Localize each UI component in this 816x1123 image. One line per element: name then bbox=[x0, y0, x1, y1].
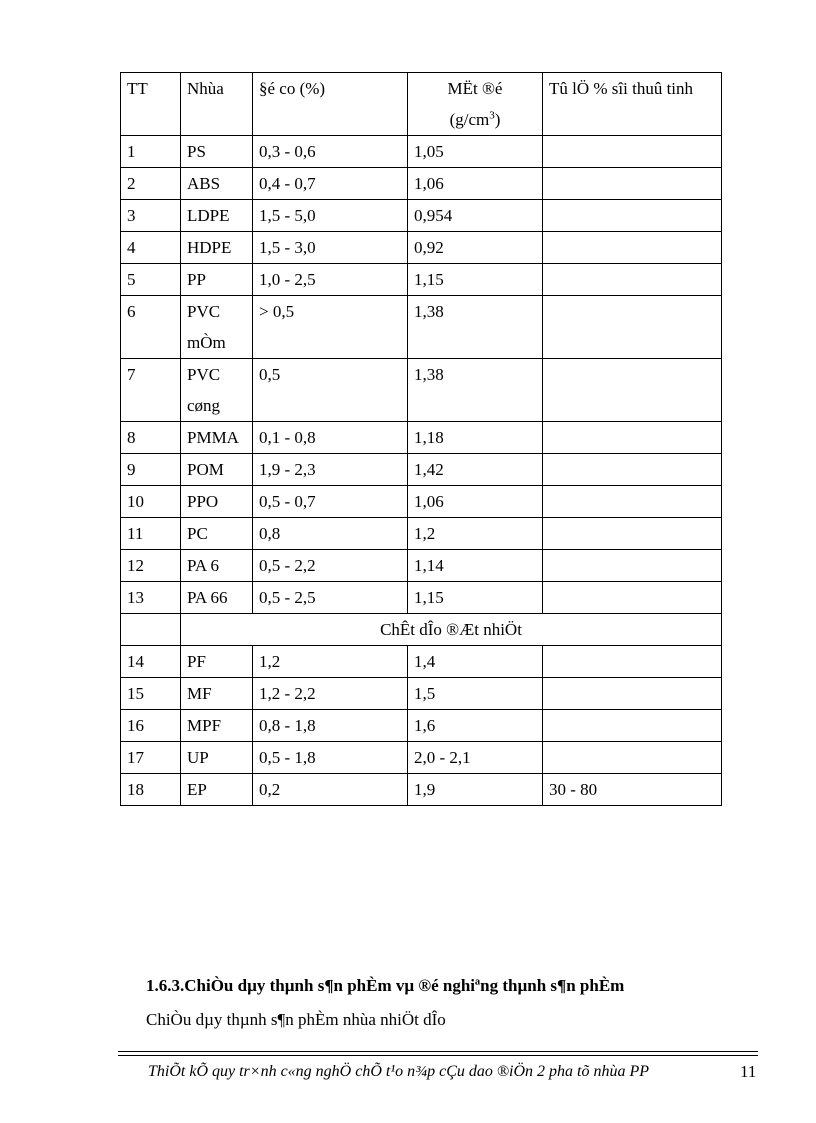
cell-resin: MF bbox=[181, 678, 253, 710]
cell-tt: 13 bbox=[121, 582, 181, 614]
cell-tt: 3 bbox=[121, 200, 181, 232]
section-row bbox=[121, 614, 722, 646]
cell-density: 1,2 bbox=[408, 518, 543, 550]
cell-fiber bbox=[543, 582, 722, 614]
cell-tt: 4 bbox=[121, 232, 181, 264]
section-label: ChÊt dÎo ®Æt nhiÖt bbox=[181, 614, 722, 646]
table-row bbox=[121, 232, 722, 264]
cell-density: 1,06 bbox=[408, 168, 543, 200]
header-density-unit: (g/cm bbox=[449, 110, 490, 129]
cell-density: 1,06 bbox=[408, 486, 543, 518]
cell-shrinkage: 0,8 bbox=[253, 518, 408, 550]
cell-shrinkage: 0,5 bbox=[253, 359, 408, 422]
cell-resin bbox=[181, 359, 253, 422]
cell-shrinkage: > 0,5 bbox=[253, 296, 408, 359]
cell-resin: PMMA bbox=[181, 422, 253, 454]
cell-resin: PS bbox=[181, 136, 253, 168]
cell-resin-line2: mÒm bbox=[187, 333, 226, 352]
cell-shrinkage: 0,4 - 0,7 bbox=[253, 168, 408, 200]
header-density-sup: 3 bbox=[489, 109, 495, 122]
cell-fiber bbox=[543, 550, 722, 582]
cell-density: 1,15 bbox=[408, 264, 543, 296]
cell-shrinkage: 1,9 - 2,3 bbox=[253, 454, 408, 486]
table-row bbox=[121, 710, 722, 742]
cell-tt: 5 bbox=[121, 264, 181, 296]
cell-resin: UP bbox=[181, 742, 253, 774]
footer-rule-bottom bbox=[118, 1055, 758, 1056]
cell-tt: 15 bbox=[121, 678, 181, 710]
table-row bbox=[121, 646, 722, 678]
cell-density: 1,14 bbox=[408, 550, 543, 582]
header-tt: TT bbox=[121, 73, 181, 136]
cell-fiber bbox=[543, 646, 722, 678]
cell-shrinkage: 0,2 bbox=[253, 774, 408, 806]
cell-tt: 10 bbox=[121, 486, 181, 518]
cell-shrinkage: 0,8 - 1,8 bbox=[253, 710, 408, 742]
cell-resin: PA 6 bbox=[181, 550, 253, 582]
cell-fiber bbox=[543, 232, 722, 264]
cell-fiber bbox=[543, 200, 722, 232]
cell-shrinkage: 1,0 - 2,5 bbox=[253, 264, 408, 296]
cell-resin-line1: PVC bbox=[187, 302, 221, 321]
cell-tt: 7 bbox=[121, 359, 181, 422]
cell-tt: 8 bbox=[121, 422, 181, 454]
cell-shrinkage: 1,5 - 5,0 bbox=[253, 200, 408, 232]
cell-tt: 11 bbox=[121, 518, 181, 550]
cell-tt: 18 bbox=[121, 774, 181, 806]
cell-density: 0,92 bbox=[408, 232, 543, 264]
table-row bbox=[121, 582, 722, 614]
cell-shrinkage: 0,1 - 0,8 bbox=[253, 422, 408, 454]
cell-resin: PA 66 bbox=[181, 582, 253, 614]
table-row bbox=[121, 486, 722, 518]
table-row bbox=[121, 168, 722, 200]
cell-fiber bbox=[543, 422, 722, 454]
cell-resin: MPF bbox=[181, 710, 253, 742]
cell-shrinkage: 0,5 - 2,5 bbox=[253, 582, 408, 614]
cell-density: 1,42 bbox=[408, 454, 543, 486]
cell-resin-line2: cøng bbox=[187, 396, 221, 415]
cell-tt: 16 bbox=[121, 710, 181, 742]
cell-tt: 14 bbox=[121, 646, 181, 678]
cell-shrinkage: 1,5 - 3,0 bbox=[253, 232, 408, 264]
table-row bbox=[121, 200, 722, 232]
table-header-row bbox=[121, 73, 722, 136]
section-heading: 1.6.3.ChiÒu dµy thµnh s¶n phÈm vµ ®é nghiªng thµnh s¶n phÈm bbox=[146, 976, 625, 995]
cell-resin: PPO bbox=[181, 486, 253, 518]
table-row bbox=[121, 422, 722, 454]
cell-resin: LDPE bbox=[181, 200, 253, 232]
table-row bbox=[121, 136, 722, 168]
cell-shrinkage: 0,5 - 1,8 bbox=[253, 742, 408, 774]
page-number: 11 bbox=[740, 1062, 757, 1081]
cell-resin bbox=[181, 296, 253, 359]
cell-tt: 2 bbox=[121, 168, 181, 200]
cell-resin: EP bbox=[181, 774, 253, 806]
section-subtext: ChiÒu dµy thµnh s¶n phÈm nhùa nhiÖt dÎo bbox=[146, 1010, 446, 1029]
header-fiber: Tû lÖ % sîi thuû tinh bbox=[543, 73, 722, 136]
cell-density: 1,15 bbox=[408, 582, 543, 614]
table-row bbox=[121, 742, 722, 774]
cell-fiber bbox=[543, 742, 722, 774]
table-row bbox=[121, 359, 722, 422]
header-density-label: MËt ®é bbox=[447, 79, 503, 98]
cell-fiber bbox=[543, 359, 722, 422]
cell-resin-line1: PVC bbox=[187, 365, 221, 384]
cell-shrinkage: 1,2 bbox=[253, 646, 408, 678]
cell-fiber bbox=[543, 518, 722, 550]
properties-table bbox=[120, 72, 722, 806]
cell-shrinkage: 0,3 - 0,6 bbox=[253, 136, 408, 168]
header-shrinkage: §é co (%) bbox=[253, 73, 408, 136]
cell-density: 1,38 bbox=[408, 359, 543, 422]
table-row bbox=[121, 518, 722, 550]
cell-density: 1,6 bbox=[408, 710, 543, 742]
cell-density: 1,38 bbox=[408, 296, 543, 359]
cell-fiber bbox=[543, 678, 722, 710]
cell-shrinkage: 0,5 - 0,7 bbox=[253, 486, 408, 518]
cell-fiber bbox=[543, 454, 722, 486]
cell-resin: ABS bbox=[181, 168, 253, 200]
cell-density: 1,5 bbox=[408, 678, 543, 710]
cell-density: 1,4 bbox=[408, 646, 543, 678]
footer-rule-top bbox=[118, 1051, 758, 1052]
cell-fiber bbox=[543, 296, 722, 359]
cell-shrinkage: 1,2 - 2,2 bbox=[253, 678, 408, 710]
cell-fiber bbox=[543, 486, 722, 518]
cell-tt: 6 bbox=[121, 296, 181, 359]
cell-fiber bbox=[543, 168, 722, 200]
cell-fiber: 30 - 80 bbox=[543, 774, 722, 806]
table-row bbox=[121, 774, 722, 806]
header-density bbox=[408, 73, 543, 136]
section-empty-cell bbox=[121, 614, 181, 646]
cell-resin: PP bbox=[181, 264, 253, 296]
cell-density: 0,954 bbox=[408, 200, 543, 232]
cell-shrinkage: 0,5 - 2,2 bbox=[253, 550, 408, 582]
cell-density: 2,0 - 2,1 bbox=[408, 742, 543, 774]
footer-text: ThiÕt kÕ quy tr×nh c«ng nghÖ chÕ t¹o n¾p cÇu dao ®iÖn 2 pha tõ nhùa PP bbox=[148, 1063, 650, 1080]
table-row bbox=[121, 550, 722, 582]
cell-tt: 1 bbox=[121, 136, 181, 168]
cell-density: 1,05 bbox=[408, 136, 543, 168]
cell-resin: HDPE bbox=[181, 232, 253, 264]
header-resin: Nhùa bbox=[181, 73, 253, 136]
cell-fiber bbox=[543, 264, 722, 296]
cell-density: 1,18 bbox=[408, 422, 543, 454]
cell-fiber bbox=[543, 710, 722, 742]
cell-tt: 9 bbox=[121, 454, 181, 486]
cell-tt: 17 bbox=[121, 742, 181, 774]
header-density-close: ) bbox=[494, 110, 501, 129]
cell-density: 1,9 bbox=[408, 774, 543, 806]
table-row bbox=[121, 264, 722, 296]
cell-fiber bbox=[543, 136, 722, 168]
table-row bbox=[121, 296, 722, 359]
cell-tt: 12 bbox=[121, 550, 181, 582]
table-row bbox=[121, 678, 722, 710]
table-row bbox=[121, 454, 722, 486]
cell-resin: PC bbox=[181, 518, 253, 550]
cell-resin: POM bbox=[181, 454, 253, 486]
cell-resin: PF bbox=[181, 646, 253, 678]
